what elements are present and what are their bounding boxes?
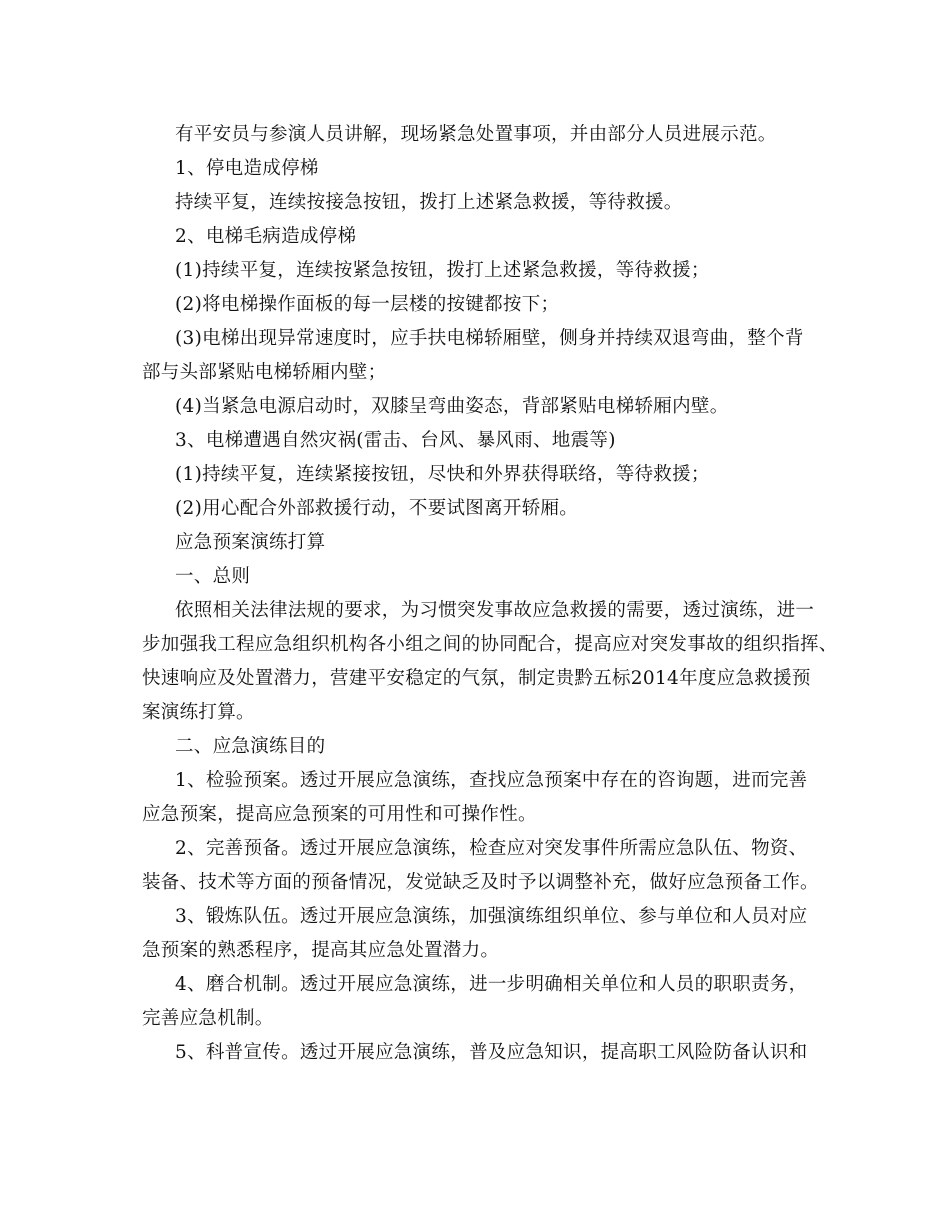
list-item: (1)持续平复，连续按紧急按钮，拨打上述紧急救援，等待救援； <box>175 260 710 281</box>
section-heading: 二、应急演练目的 <box>175 736 326 757</box>
paragraph-line: 5、科普宣传。透过开展应急演练，普及应急知识，提高职工风险防备认识和 <box>175 1042 808 1063</box>
section-heading: 1、停电造成停梯 <box>175 158 319 179</box>
list-item: (2)将电梯操作面板的每一层楼的按键都按下； <box>175 294 560 315</box>
paragraph-line: 4、磨合机制。透过开展应急演练，进一步明确相关单位和人员的职职责务， <box>175 974 808 995</box>
paragraph-line: 2、完善预备。透过开展应急演练，检查应对突发事件所需应急队伍、物资、 <box>175 838 808 859</box>
text-line: 有平安员与参演人员讲解，现场紧急处置事项，并由部分人员进展示范。 <box>175 124 777 145</box>
paragraph-line: 3、锻炼队伍。透过开展应急演练，加强演练组织单位、参与单位和人员对应 <box>175 906 808 927</box>
section-heading: 3、电梯遭遇自然灾祸(雷击、台风、暴风雨、地震等) <box>175 430 616 451</box>
paragraph-line: 案演练打算。 <box>142 702 255 723</box>
paragraph-line: 应急预案，提高应急预案的可用性和可操作性。 <box>142 804 537 825</box>
paragraph-line: 装备、技术等方面的预备情况，发觉缺乏及时予以调整补充，做好应急预备工作。 <box>142 872 819 893</box>
paragraph-line: 步加强我工程应急组织机构各小组之间的协同配合，提高应对突发事故的组织指挥、 <box>142 634 838 655</box>
list-item: (2)用心配合外部救援行动，不要试图离开轿厢。 <box>175 498 579 519</box>
paragraph-line: 1、检验预案。透过开展应急演练，查找应急预案中存在的咨询题，进而完善 <box>175 770 808 791</box>
paragraph-line: 完善应急机制。 <box>142 1008 274 1029</box>
paragraph-line: 急预案的熟悉程序，提高其应急处置潜力。 <box>142 940 500 961</box>
list-item: (4)当紧急电源启动时，双膝呈弯曲姿态，背部紧贴电梯轿厢内壁。 <box>175 396 729 417</box>
text-line: 持续平复，连续按接急按钮，拨打上述紧急救援，等待救援。 <box>175 192 683 213</box>
section-heading: 2、电梯毛病造成停梯 <box>175 226 357 247</box>
list-item-continuation: 部与头部紧贴电梯轿厢内壁； <box>142 362 387 383</box>
section-heading: 一、总则 <box>175 566 251 587</box>
list-item: (3)电梯出现异常速度时，应手扶电梯轿厢壁，侧身并持续双退弯曲，整个背 <box>175 328 804 349</box>
paragraph-line: 快速响应及处置潜力，营建平安稳定的气氛，制定贵黔五标2014年度应急救援预 <box>142 668 811 689</box>
list-item: (1)持续平复，连续紧接按钮，尽快和外界获得联络，等待救援； <box>175 464 710 485</box>
document-title: 应急预案演练打算 <box>175 532 326 553</box>
paragraph-line: 依照相关法律法规的要求，为习惯突发事故应急救援的需要，透过演练，进一 <box>175 600 815 621</box>
